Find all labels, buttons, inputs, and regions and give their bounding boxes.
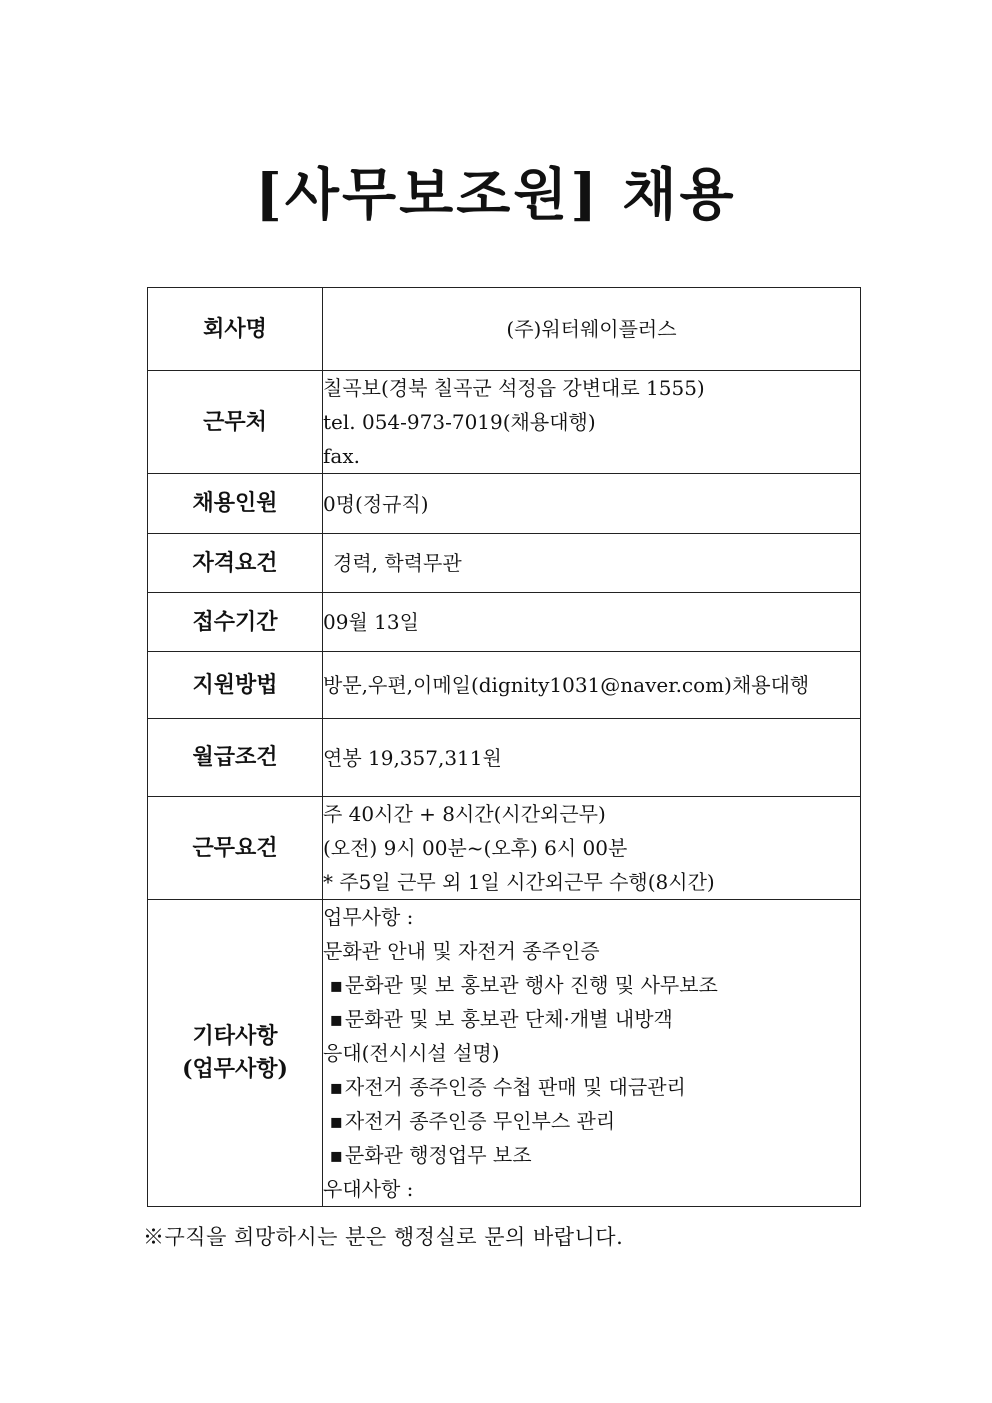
conditions-note: * 주5일 근무 외 1일 시간외근무 수행(8시간) — [323, 870, 715, 894]
label-etc-line2: (업무사항) — [182, 1056, 288, 1082]
row-company — [148, 288, 861, 371]
bullet-icon: ▪ — [329, 1143, 343, 1167]
row-workplace — [148, 371, 861, 474]
row-headcount — [148, 474, 861, 534]
row-period — [148, 593, 861, 652]
row-method — [148, 652, 861, 719]
row-salary — [148, 719, 861, 797]
label-method: 지원방법 — [148, 652, 323, 719]
value-period: 09월 13일 — [323, 593, 861, 652]
bullet-icon: ▪ — [329, 1007, 343, 1031]
page-title: [사무보조원] 채용 — [255, 162, 737, 228]
duty-bullet-3-text: 자전거 종주인증 수첩 판매 및 대금관리 — [344, 1075, 686, 1099]
bullet-icon: ▪ — [329, 973, 343, 997]
duty-bullet-5 — [323, 1138, 860, 1172]
value-headcount: 0명(정규직) — [323, 474, 861, 534]
label-period: 접수기간 — [148, 593, 323, 652]
job-info-table — [147, 287, 861, 1207]
value-workplace — [323, 371, 861, 474]
duty-bullet-1-text: 문화관 및 보 홍보관 행사 진행 및 사무보조 — [344, 973, 718, 997]
duty-bullet-4-text: 자전거 종주인증 무인부스 관리 — [344, 1109, 616, 1133]
duty-bullet-1 — [323, 968, 860, 1002]
label-qualification: 자격요건 — [148, 534, 323, 593]
label-workplace: 근무처 — [148, 371, 323, 474]
row-conditions — [148, 797, 861, 900]
row-qualification — [148, 534, 861, 593]
label-conditions: 근무요건 — [148, 797, 323, 900]
value-etc — [323, 900, 861, 1207]
duty-bullet-2 — [323, 1002, 860, 1036]
conditions-hours: 주 40시간 + 8시간(시간외근무) — [323, 802, 606, 826]
workplace-address: 칠곡보(경북 칠곡군 석정읍 강변대로 1555) — [323, 376, 705, 400]
bullet-icon: ▪ — [329, 1075, 343, 1099]
duty-bullet-2-text: 문화관 및 보 홍보관 단체·개별 내방객 — [344, 1007, 673, 1031]
label-salary: 월급조건 — [148, 719, 323, 797]
label-company: 회사명 — [148, 288, 323, 371]
duty-intro: 문화관 안내 및 자전거 종주인증 — [323, 939, 600, 963]
conditions-time: (오전) 9시 00분~(오후) 6시 00분 — [323, 836, 628, 860]
footer-note: ※구직을 희망하시는 분은 행정실로 문의 바랍니다. — [143, 1225, 624, 1249]
preference-header: 우대사항 : — [323, 1177, 414, 1201]
duty-bullet-2-cont: 응대(전시시설 설명) — [323, 1041, 500, 1065]
bullet-icon: ▪ — [329, 1109, 343, 1133]
value-method: 방문,우편,이메일(dignity1031@naver.com)채용대행 — [323, 652, 861, 719]
value-conditions — [323, 797, 861, 900]
label-etc — [148, 900, 323, 1207]
value-company: (주)워터웨이플러스 — [323, 288, 861, 371]
duty-header: 업무사항 : — [323, 905, 414, 929]
value-salary: 연봉 19,357,311원 — [323, 719, 861, 797]
workplace-tel: tel. 054-973-7019(채용대행) — [323, 410, 596, 434]
duty-bullet-5-text: 문화관 행정업무 보조 — [344, 1143, 532, 1167]
row-etc — [148, 900, 861, 1207]
label-headcount: 채용인원 — [148, 474, 323, 534]
label-etc-line1: 기타사항 — [192, 1023, 278, 1049]
duty-bullet-3 — [323, 1070, 860, 1104]
workplace-fax: fax. — [323, 444, 360, 468]
value-qualification: 경력, 학력무관 — [333, 551, 462, 575]
duty-bullet-4 — [323, 1104, 860, 1138]
